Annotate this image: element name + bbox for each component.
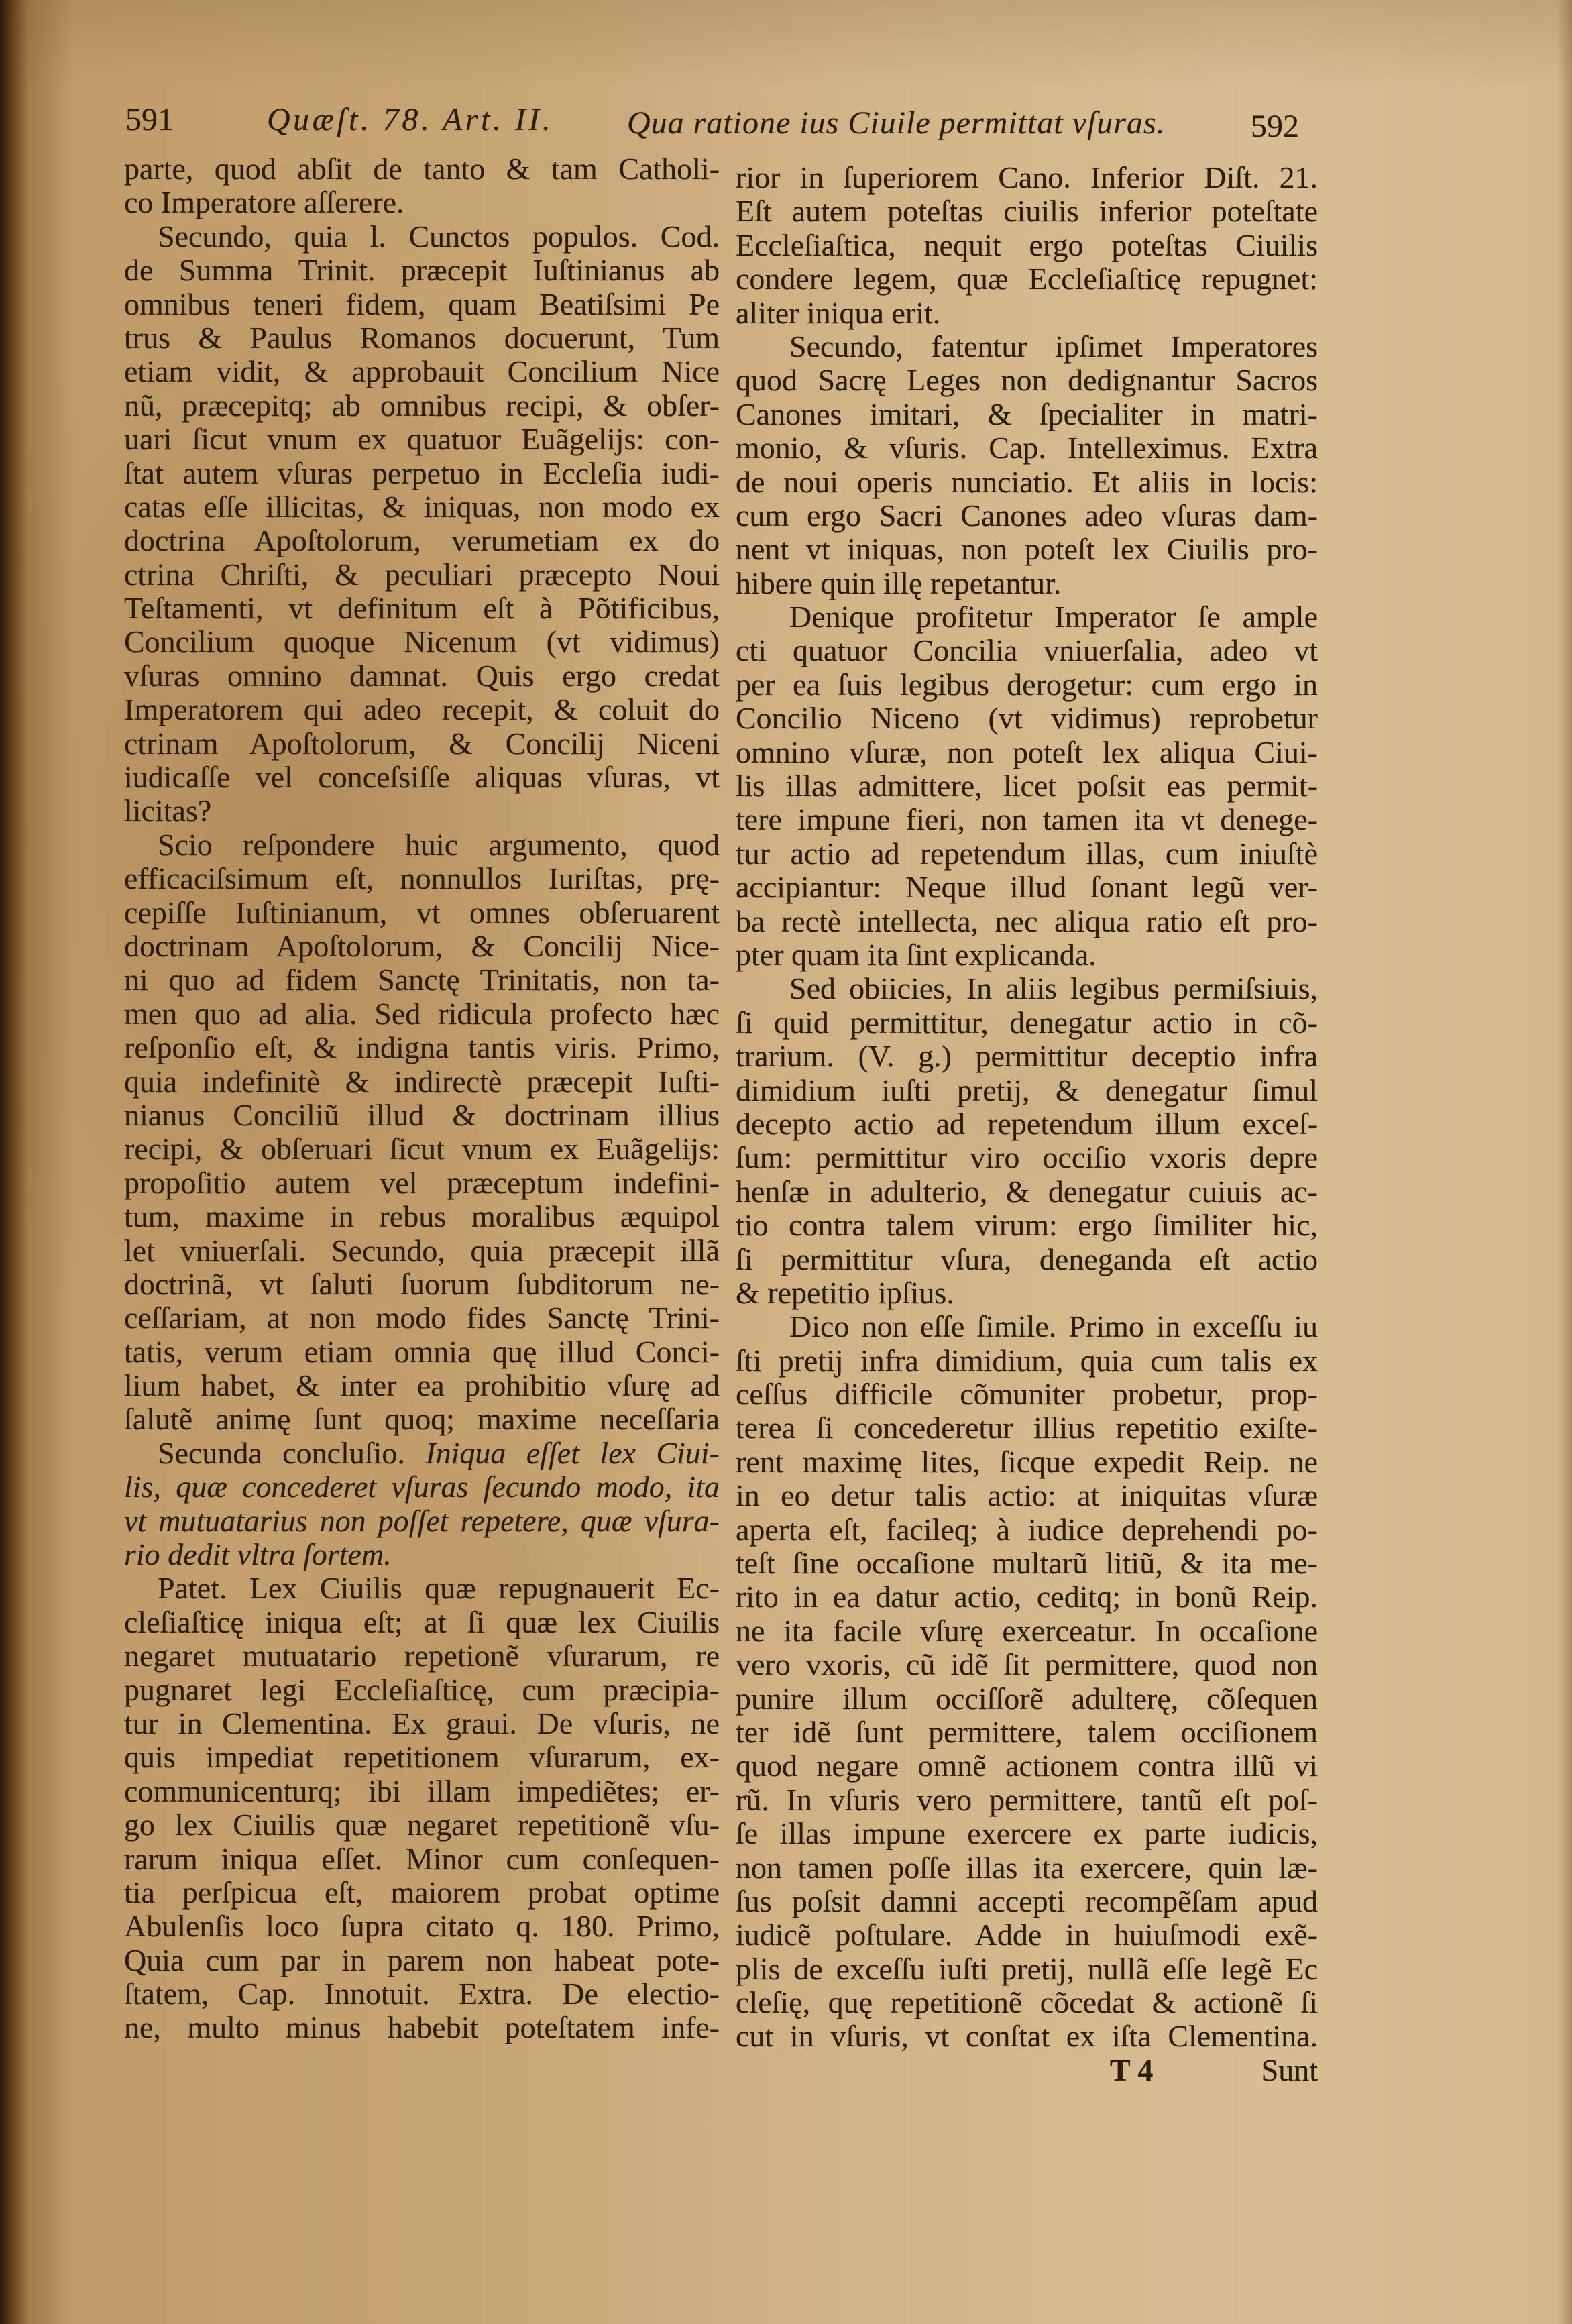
text-line: ſum: permittitur viro occiſio vxoris depre (736, 1140, 1318, 1175)
text-line: monio, & vſuris. Cap. Intelleximus. Extra (736, 431, 1318, 465)
text-line: non tamen poſſe illas ita exercere, quin læ- (736, 1850, 1318, 1885)
text-line: cti quatuor Concilia vniuerſalia, adeo vt (736, 633, 1318, 668)
text-line: ne, multo minus habebit poteſtatem infe- (124, 2010, 720, 2045)
text-line: vt mutuatarius non poſſet repetere, quæ vſura- (124, 1503, 720, 1538)
text-line: tio contra talem virum: ergo ſimiliter hic, (736, 1208, 1318, 1243)
text-line: nianus Conciliũ illud & doctrinam illius (124, 1097, 720, 1132)
text-line: Concilio Niceno (vt vidimus) reprobetur (736, 701, 1318, 736)
text-line (124, 1437, 720, 1470)
text-line: doctrina Apoſtolorum, verumetiam ex do (124, 523, 720, 558)
text-line: condere legem, quæ Eccleſiaſticę repugnet: (736, 262, 1318, 296)
text-line: ſe illas impune exercere ex parte iudicis, (736, 1816, 1318, 1851)
text-line: decepto actio ad repetendum illum exceſ- (736, 1106, 1318, 1141)
text-line: Sed obiicies, In aliis legibus permiſsiuis, (789, 971, 1318, 1006)
text-line: propoſitio autem vel præceptum indefini- (124, 1165, 720, 1200)
text-line: pter quam ita ſint explicanda. (736, 937, 1097, 972)
text-line: Concilium quoque Nicenum (vt vidimus) (124, 624, 720, 659)
text-line: ſtatem, Cap. Innotuit. Extra. De electio- (124, 1977, 720, 2011)
text-line: vſuras omnino damnat. Quis ergo credat (124, 658, 720, 693)
text-line: efficaciſsimum eſt, nonnullos Iuriſtas, prę- (124, 861, 720, 896)
text-line: iudicẽ poſtulare. Adde in huiuſmodi exẽ- (736, 1918, 1318, 1952)
text-line: co Imperatore aſſerere. (124, 185, 404, 220)
catchword: Sunt (1261, 2053, 1318, 2087)
text-line: lium habet, & inter ea prohibitio vſurę ad (124, 1368, 720, 1403)
text-line: rent maximę lites, ſicque expedit Reip. ne (736, 1444, 1318, 1479)
conclusion-statement: Iniqua eſſet lex Ciui- (425, 1435, 720, 1470)
signature-mark: T 4 (1110, 2053, 1154, 2087)
text-line: de Summa Trinit. præcepit Iuſtinianus ab (124, 253, 720, 288)
text-line: lis illas admittere, licet poſsit eas permit- (736, 769, 1318, 804)
text-line: go lex Ciuilis quæ negaret repetitionẽ vſu- (124, 1808, 720, 1842)
text-line: Teſtamenti, vt definitum eſt à Põtificibus, (124, 591, 720, 626)
text-line: Eſt autem poteſtas ciuilis inferior poteſtate (736, 194, 1318, 229)
text-line: catas eſſe illicitas, & iniquas, non modo ex (124, 489, 720, 524)
text-line: trus & Paulus Romanos docuerunt, Tum (124, 320, 720, 355)
text-line: Canones imitari, & ſpecialiter in matri- (736, 396, 1318, 431)
text-line: communicenturq; ibi illam impediẽtes; er- (124, 1773, 720, 1808)
text-line: ceſſariam, at non modo fides Sanctę Trini- (124, 1301, 720, 1335)
text-line: ſtat autem vſuras perpetuo in Eccleſia iudi- (124, 455, 720, 490)
text-line: Scio reſpondere huic argumento, quod (158, 827, 720, 862)
text-line: cum ergo Sacri Canones adeo vſuras dam- (736, 498, 1318, 533)
text-line: tia perſpicua eſt, maiorem probat optime (124, 1875, 720, 1910)
text-line: Secundo, quia l. Cunctos populos. Cod. (158, 219, 720, 254)
text-line: men quo ad alia. Sed ridicula profecto hæc (124, 996, 720, 1031)
text-line: ſalutẽ animę ſunt quoq; maxime neceſſaria (124, 1402, 720, 1437)
text-line: de noui operis nunciatio. Et aliis in locis: (736, 464, 1318, 499)
text-line: ctrinam Apoſtolorum, & Concilij Niceni (124, 726, 720, 761)
text-line: tur in Clementina. Ex graui. De vſuris, ne (124, 1706, 720, 1740)
text-line: tatis, verum etiam omnia quę illud Conci- (124, 1334, 720, 1369)
text-line: teſt ſine occaſione multarũ litiũ, & ita me- (736, 1546, 1318, 1581)
text-line: vero vxoris, cũ idẽ ſit permittere, quod non (736, 1647, 1318, 1682)
text-line: Secundo, fatentur ipſimet Imperatores (789, 329, 1318, 364)
text-line: recipi, & obſeruari ſicut vnum ex Euãgelijs: (124, 1131, 720, 1166)
text-line: Denique profitetur Imperator ſe ample (789, 600, 1318, 634)
text-line: aliter iniqua erit. (736, 295, 941, 330)
text-line: Dico non eſſe ſimile. Primo in exceſſu iu (789, 1309, 1318, 1344)
running-head-right: Qua ratione ius Ciuile permittat vſuras. (627, 105, 1166, 141)
text-line: ne ita facile vſurę exerceatur. In occaſione (736, 1613, 1318, 1648)
text-line: Imperatorem qui adeo recepit, & coluit do (124, 692, 720, 727)
text-line: let vniuerſali. Secundo, quia præcepit illã (124, 1233, 720, 1268)
conclusion-heading: Secunda concluſio. (158, 1435, 405, 1470)
text-line: lis, quæ concederet vſuras ſecundo modo, ita (124, 1470, 720, 1504)
text-line: Patet. Lex Ciuilis quæ repugnauerit Ec- (158, 1571, 720, 1606)
text-line: tur actio ad repetendum illas, cum iniuſtè (736, 836, 1318, 871)
text-line: pugnaret legi Eccleſiaſticę, cum præcipia- (124, 1672, 720, 1707)
text-line: ſti pretij infra dimidium, quia cum talis ex (736, 1343, 1318, 1378)
text-line: dimidium iuſti pretij, & denegatur ſimul (736, 1072, 1318, 1107)
text-line: punire illum occiſſorẽ adulterę, cõſequen (736, 1681, 1318, 1716)
text-line: rarum iniqua eſſet. Minor cum conſequen- (124, 1841, 720, 1876)
right-text-column (736, 161, 1318, 2054)
text-line: cleſiaſticę iniqua eſt; at ſi quæ lex Ciuilis (124, 1604, 720, 1639)
text-line: parte, quod abſit de tanto & tam Catholi- (124, 152, 720, 186)
text-line: cut in vſuris, vt conſtat ex iſta Clementina. (736, 2019, 1318, 2054)
text-line: ſi quid permittitur, denegatur actio in cõ- (736, 1005, 1318, 1040)
page-number-right: 592 (1251, 109, 1299, 144)
text-line: uari ſicut vnum ex quatuor Euãgelijs: con- (124, 422, 720, 457)
text-line: in eo detur talis actio: at iniquitas vſuræ (736, 1478, 1318, 1513)
text-line: Abulenſis loco ſupra citato q. 180. Primo, (124, 1909, 720, 1944)
page-number-left: 591 (125, 102, 174, 137)
text-line: cepiſſe Iuſtinianum, vt omnes obſeruarent (124, 895, 720, 930)
text-line: plis de exceſſu iuſti pretij, nullã eſſe legẽ Ec (736, 1951, 1318, 1986)
text-line: hibere quin illę repetantur. (736, 565, 1062, 600)
text-line: Eccleſiaſtica, nequit ergo poteſtas Ciuilis (736, 227, 1318, 262)
text-line: licitas? (124, 793, 212, 828)
text-line: omnino vſuræ, non poteſt lex aliqua Ciui- (736, 734, 1318, 769)
text-line: ſus poſsit damni accepti recompẽſam apud (736, 1883, 1318, 1918)
running-head-left: Quæſt. 78. Art. II. (267, 102, 554, 137)
text-line: rũ. In vſuris vero permittere, tantũ eſt poſ- (736, 1782, 1318, 1817)
text-line: rior in ſuperiorem Cano. Inferior Diſt. 21. (736, 160, 1318, 195)
text-line: quod Sacrę Leges non dedignantur Sacros (736, 363, 1318, 398)
text-line: ſi permittitur vſura, deneganda eſt actio (736, 1241, 1318, 1276)
text-line: aperta eſt, facileq; à iudice deprehendi po- (736, 1512, 1318, 1547)
text-line: cleſię, quę repetitionẽ cõcedat & actionẽ ſi (736, 1985, 1318, 2020)
text-line: doctrinã, vt ſaluti ſuorum ſubditorum ne- (124, 1266, 720, 1301)
text-line: trarium. (V. g.) permittitur deceptio infra (736, 1039, 1318, 1074)
text-line: terea ſi concederetur illius repetitio exiſte- (736, 1410, 1318, 1445)
text-line: accipiantur: Neque illud ſonant legũ ver- (736, 870, 1318, 905)
text-line: negaret mutuatario repetionẽ vſurarum, re (124, 1639, 720, 1673)
text-line: tum, maxime in rebus moralibus æquipol (124, 1199, 720, 1234)
text-line: henſæ in adulterio, & denegatur cuiuis ac- (736, 1174, 1318, 1209)
text-line: nũ, præcepitq; ab omnibus recipi, & obſer- (124, 388, 720, 423)
text-line: & repetitio ipſius. (736, 1275, 954, 1310)
text-line: tere impune fieri, non tamen ita vt denege- (736, 802, 1318, 837)
text-line: per ea ſuis legibus derogetur: cum ergo in (736, 667, 1318, 702)
left-text-column (124, 152, 720, 2045)
text-line: ceſſus difficile cõmuniter probetur, prop- (736, 1377, 1318, 1412)
text-line: nent vt iniquas, non poteſt lex Ciuilis pro- (736, 532, 1318, 567)
text-line: iudicaſſe vel conceſsiſſe aliquas vſuras, vt (124, 760, 720, 795)
text-line: quia indefinitè & indirectè præcepit Iuſti- (124, 1064, 720, 1099)
text-line: reſponſio eſt, & indigna tantis viris. Primo, (124, 1030, 720, 1065)
text-line: ni quo ad fidem Sanctę Trinitatis, non ta- (124, 962, 720, 997)
text-line: quis impediat repetitionem vſurarum, ex- (124, 1740, 720, 1775)
text-line: omnibus teneri fidem, quam Beatiſsimi Pe (124, 286, 720, 321)
text-line: ctrina Chriſti, & peculiari præcepto Noui (124, 557, 720, 592)
text-line: quod negare omnẽ actionem contra illũ vi (736, 1749, 1318, 1783)
text-line: ter idẽ ſunt permittere, talem occiſionem (736, 1714, 1318, 1749)
text-line: Quia cum par in parem non habeat pote- (124, 1942, 720, 1977)
text-line: etiam vidit, & approbauit Concilium Nice (124, 354, 720, 389)
text-line: doctrinam Apoſtolorum, & Concilij Nice- (124, 928, 720, 963)
text-line: ba rectè intellecta, nec aliqua ratio eſt pro- (736, 903, 1318, 938)
text-line: rito in ea datur actio, ceditq; in bonũ Reip. (736, 1580, 1318, 1614)
text-line: rio dedit vltra ſortem. (124, 1537, 392, 1572)
